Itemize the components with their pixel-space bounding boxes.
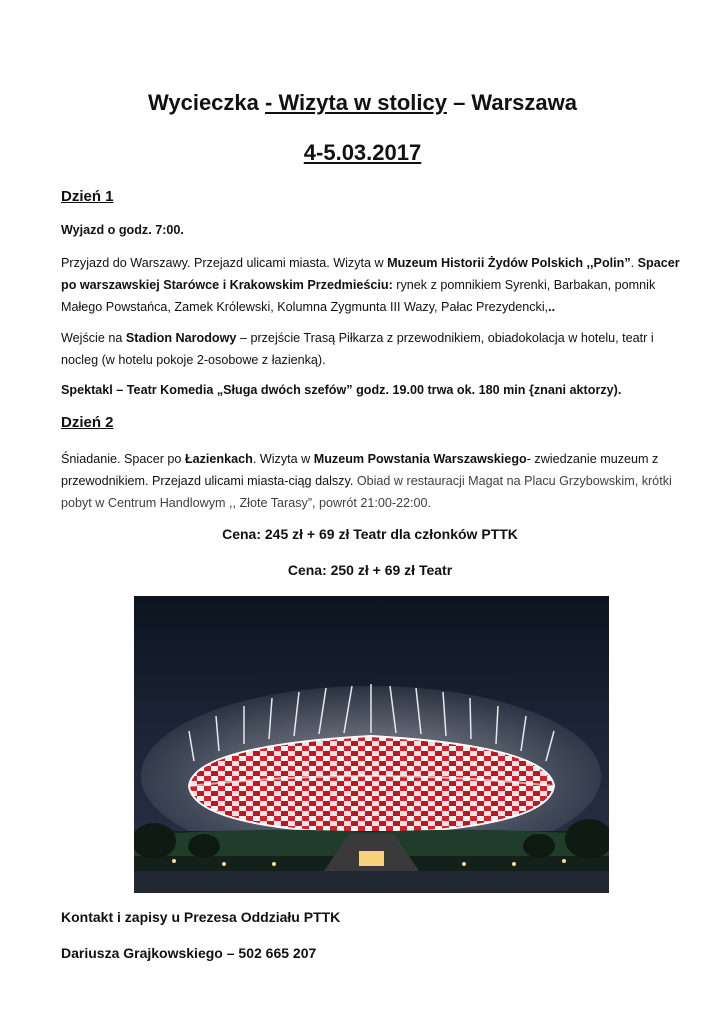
- text-span: . Wizyta w: [252, 452, 314, 466]
- spectacle-text: Spektakl – Teatr Komedia „Sługa dwóch szefów” godz. 19.00 trwa ok. 180 min {znani aktorzy).: [61, 383, 622, 397]
- text-span-bold: Muzeum Historii Żydów Polskich ,,Polin”: [387, 256, 631, 270]
- text-span-grey: Obiad w restauracji Magat na Placu Grzybowskim, krótki pobyt w Centrum Handlowym ,, Złote Tarasy”, powrót 21:00-22:00.: [61, 474, 672, 510]
- title-part-2: - Wizyta w stolicy: [265, 90, 447, 115]
- stadium-photo: [134, 596, 609, 893]
- text-span: Przyjazd do Warszawy. Przejazd ulicami miasta. Wizyta w: [61, 256, 388, 270]
- text-span-bold: Muzeum Powstania Warszawskiego: [313, 452, 527, 466]
- text-span: Wejście na: [61, 331, 126, 345]
- day2-heading: Dzień 2: [61, 414, 114, 431]
- day1-paragraph-2: [61, 327, 681, 371]
- document-title: [0, 90, 725, 116]
- departure-text: Wyjazd o godz. 7:00.: [61, 223, 184, 237]
- title-part-1: Wycieczka: [148, 90, 266, 115]
- contact-line-1: Kontakt i zapisy u Prezesa Oddziału PTTK: [61, 909, 341, 925]
- text-span-bold: Łazienkach: [184, 452, 253, 466]
- text-span-bold: Stadion Narodowy: [125, 331, 237, 345]
- day2-paragraph: [61, 448, 681, 514]
- text-span-bold: ..: [548, 300, 556, 314]
- text-span: – przejście Trasą Piłkarza z przewodnikiem, obiadokolacja w hotelu, teatr i nocleg (w hotelu pokoje 2-osobowe z łazienką).: [61, 331, 654, 367]
- text-span: .: [630, 256, 635, 270]
- text-span: Śniadanie. Spacer po: [61, 452, 185, 466]
- text-span: rynek z pomnikiem Syrenki, Barbakan, pomnik Małego Powstańca, Zamek Królewski, Kolumna Zygmunta III Wazy, Pałac Prezydencki,: [61, 278, 656, 314]
- date-text: 4-5.03.2017: [303, 140, 422, 165]
- price-members: Cena: 245 zł + 69 zł Teatr dla członków PTTK: [222, 526, 518, 542]
- text-span-bold: Spacer po warszawskiej Starówce i Krakowskim Przedmieściu:: [61, 256, 680, 292]
- price-regular: Cena: 250 zł + 69 zł Teatr: [287, 562, 453, 578]
- contact-line-2: Dariusza Grajkowskiego – 502 665 207: [61, 945, 317, 961]
- text-span: - zwiedzanie muzeum z przewodnikiem. Przejazd ulicami miasta-ciąg dalszy.: [61, 452, 659, 488]
- title-part-3: – Warszawa: [446, 90, 577, 115]
- day1-paragraph-1: [61, 252, 681, 318]
- document-date: [0, 140, 725, 166]
- day1-heading: Dzień 1: [61, 188, 114, 205]
